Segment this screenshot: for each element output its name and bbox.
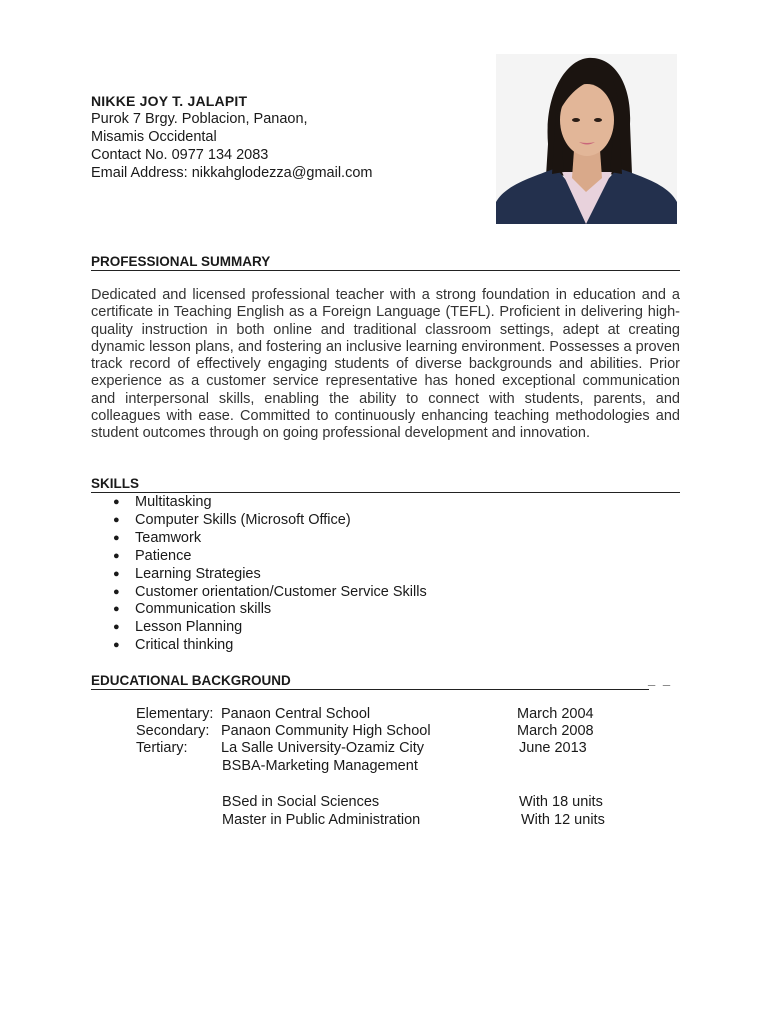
skill-label: Customer orientation/Customer Service Skills	[135, 583, 427, 600]
contact-number: Contact No. 0977 134 2083	[91, 147, 269, 163]
profile-photo-image	[496, 54, 677, 224]
bullet-icon: ●	[113, 585, 120, 598]
address-line-1: Purok 7 Brgy. Poblacion, Panaon,	[91, 111, 308, 127]
secondary-school: Panaon Community High School	[221, 723, 431, 739]
skill-item	[113, 619, 427, 637]
bullet-icon: ●	[113, 549, 120, 562]
skill-label: Critical thinking	[135, 637, 234, 654]
skill-label: Teamwork	[135, 529, 202, 546]
skill-label: Patience	[135, 547, 192, 564]
bullet-icon: ●	[113, 639, 120, 652]
tertiary-school: La Salle University-Ozamiz City	[221, 740, 425, 756]
bullet-icon: ●	[113, 603, 120, 616]
profile-photo	[496, 54, 677, 224]
skill-item	[113, 548, 427, 566]
skill-item	[113, 566, 427, 584]
skills-list	[113, 494, 427, 655]
education-heading-tail: _ _	[648, 672, 673, 687]
degree-mpa: Master in Public Administration	[222, 812, 421, 828]
secondary-date: March 2008	[517, 723, 594, 739]
degree-bsed: BSed in Social Sciences	[222, 794, 380, 810]
tertiary-label: Tertiary:	[136, 740, 188, 756]
skill-label: Learning Strategies	[135, 565, 261, 582]
skill-label: Multitasking	[135, 494, 212, 510]
education-heading	[91, 672, 649, 690]
skill-item	[113, 530, 427, 548]
skill-label: Computer Skills (Microsoft Office)	[135, 511, 351, 528]
bullet-icon: ●	[113, 531, 120, 544]
skill-label: Communication skills	[135, 601, 272, 618]
applicant-name: NIKKE JOY T. JALAPIT	[91, 93, 248, 109]
bullet-icon: ●	[113, 496, 120, 508]
skill-item	[113, 584, 427, 602]
bullet-icon: ●	[113, 567, 120, 580]
skill-item	[113, 637, 427, 655]
skills-heading-text: SKILLS	[91, 476, 140, 491]
summary-heading	[91, 253, 680, 271]
secondary-label: Secondary:	[136, 723, 210, 739]
skill-item	[113, 494, 427, 512]
education-heading-text: EDUCATIONAL BACKGROUND	[91, 673, 291, 688]
email-address: Email Address: nikkahglodezza@gmail.com	[91, 165, 373, 181]
bullet-icon: ●	[113, 621, 120, 634]
skill-label: Lesson Planning	[135, 619, 243, 636]
degree-mpa-units: With 12 units	[521, 812, 605, 828]
summary-text: Dedicated and licensed professional teacher with a strong foundation in education and a certificate in Teaching English as a Foreign Language (TEFL). Proficient in delivering high-quality instruction in both online and traditional classroom settings, adept at creating dynamic lesson plans, and fostering an inclusive learning environment. Possesses a proven track record of effectively engaging students of diverse backgrounds and abilities. Prior experience as a customer service representative has honed exceptional communication and interpersonal skills, enabling the ability to connect with students, parents, and colleagues with ease. Committed to continuously enhancing teaching methodologies and student outcomes through on going professional development and innovation.	[91, 287, 680, 442]
degree-bsed-units: With 18 units	[519, 794, 603, 810]
tertiary-date: June 2013	[519, 740, 587, 756]
elementary-date: March 2004	[517, 706, 594, 722]
bullet-icon: ●	[113, 513, 120, 526]
skill-item	[113, 512, 427, 530]
degree-bsba: BSBA-Marketing Management	[222, 758, 418, 774]
contact-block	[91, 92, 372, 182]
address-line-2: Misamis Occidental	[91, 129, 217, 145]
skills-heading	[91, 475, 680, 493]
summary-heading-text: PROFESSIONAL SUMMARY	[91, 254, 271, 269]
skill-item	[113, 601, 427, 619]
elementary-school: Panaon Central School	[221, 706, 371, 722]
elementary-label: Elementary:	[136, 706, 214, 722]
